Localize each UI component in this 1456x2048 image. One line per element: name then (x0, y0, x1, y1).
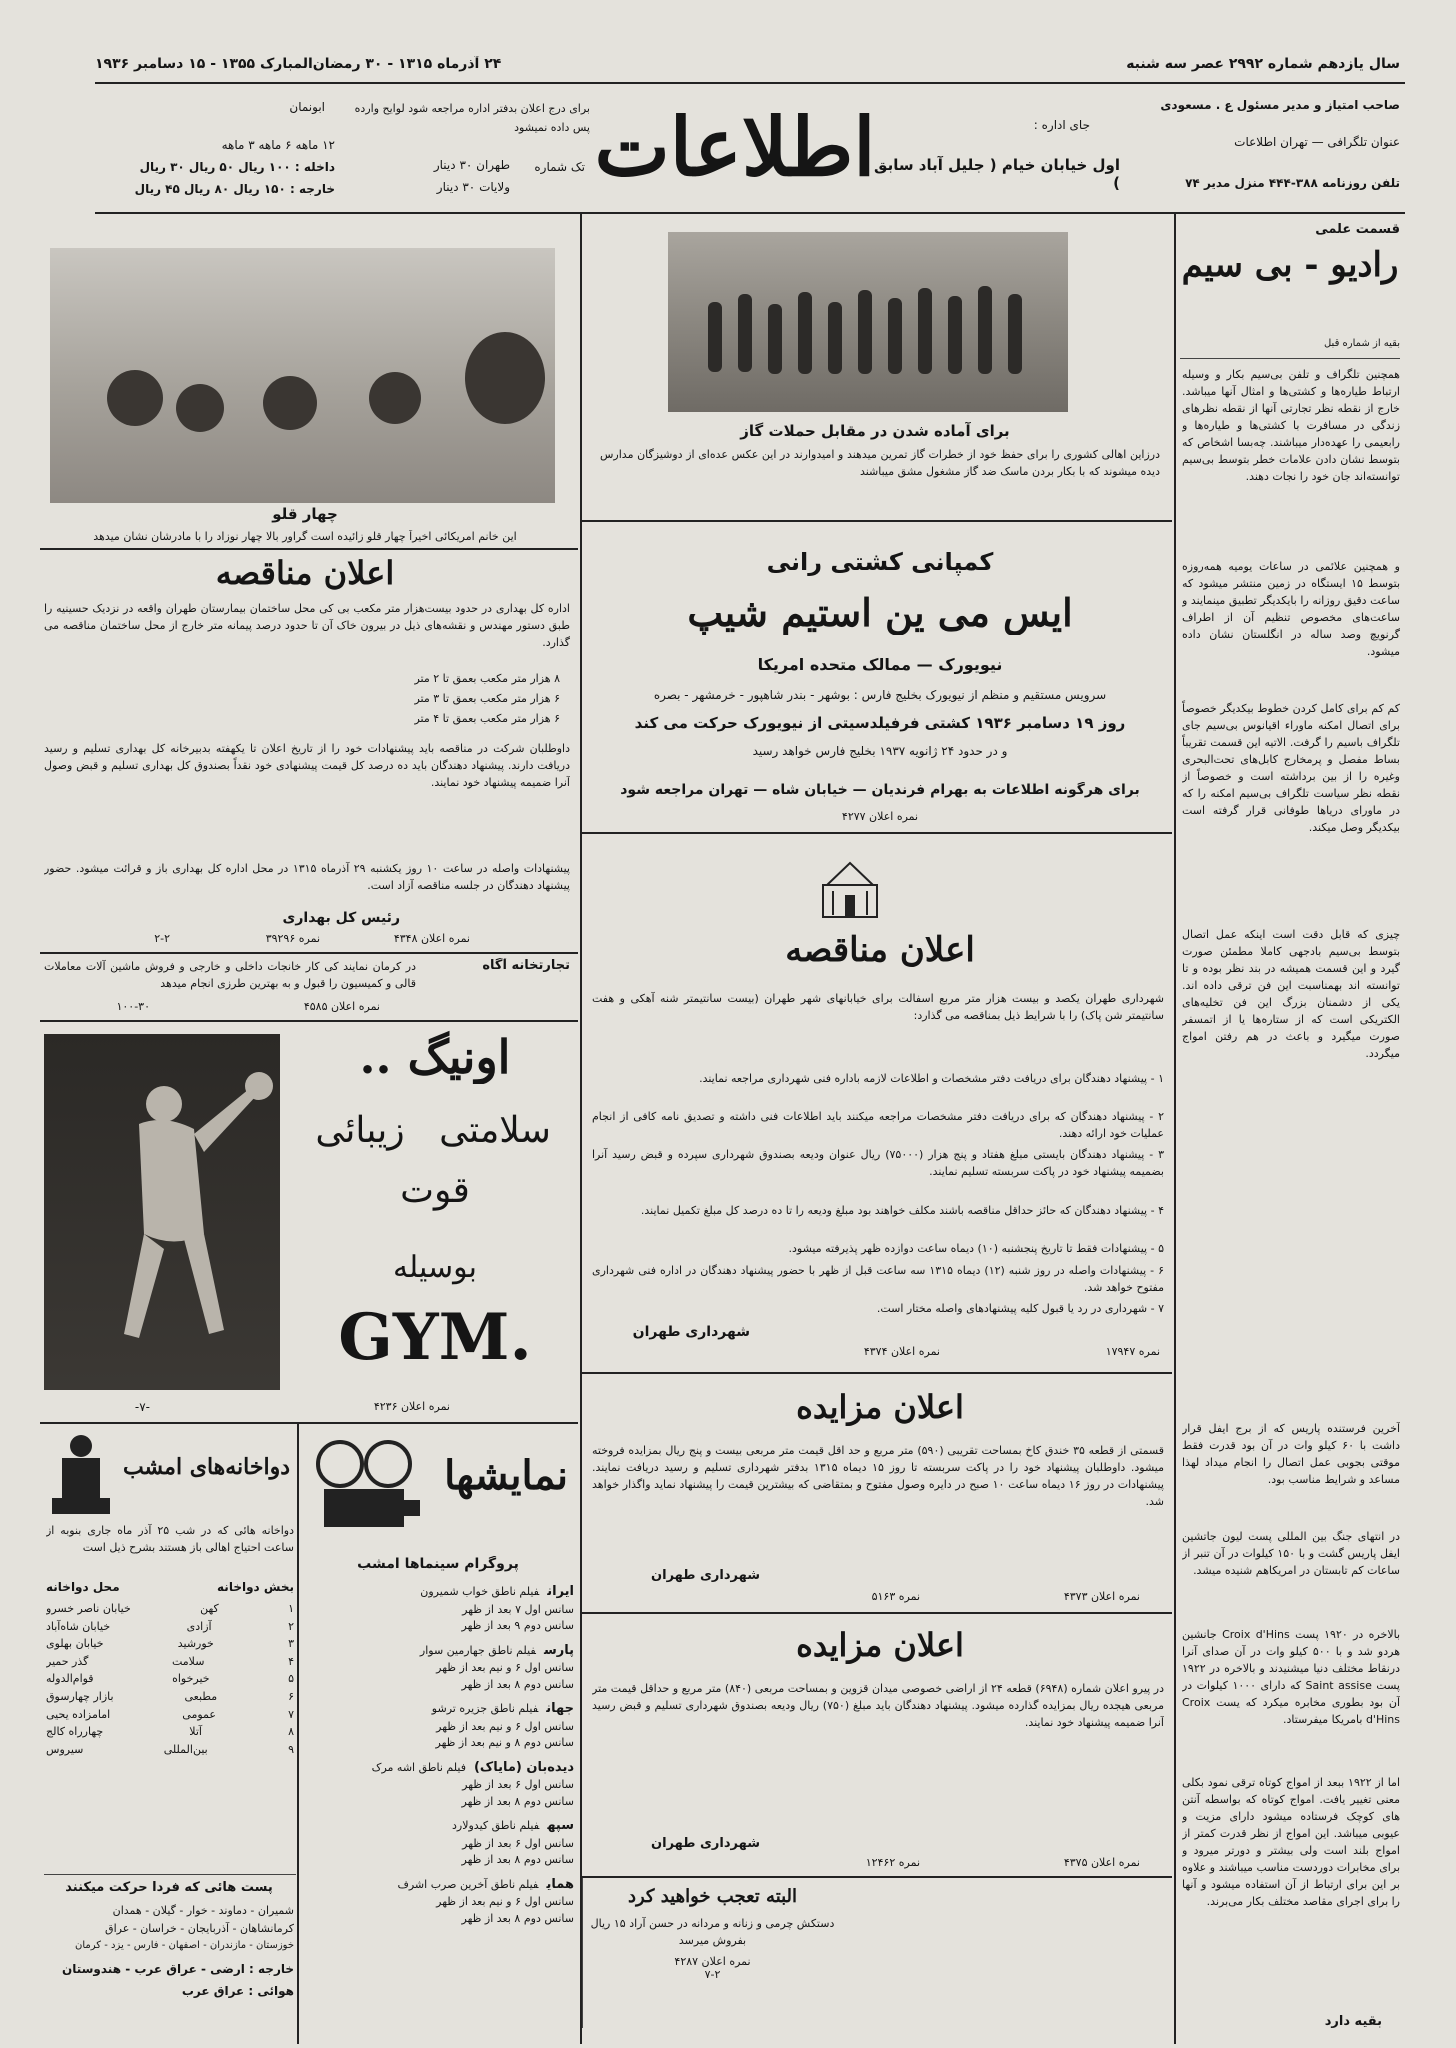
pharmacy-note: دواخانه هائی که در شب ۲۵ آذر ماه جاری بنوبه از ساعت احتیاج اهالی باز هستند بشرح ذیل است (46, 1524, 294, 1555)
discus-statue-image (44, 1034, 280, 1390)
surprise-title: البته تعجب خواهید کرد (627, 1886, 798, 1907)
municipality-emblem-icon (815, 855, 885, 925)
post-line-3: خوزستان - مازندران - اصفهان - فارس - یزد - کرمان (75, 1940, 294, 1951)
pharmacy-row-name: عمومی (182, 1707, 216, 1721)
single-price-label: تک شماره (534, 160, 585, 174)
cinema-item-head (306, 1816, 574, 1836)
tender-left-body-1: اداره کل بهداری در حدود بیست‌هزار متر مکعب بی کی محل ساختمان بیمارستان طهران واقعه در نزدیک حسینیه را طبق دستور مهندس و نقشه‌های ذیل در بیرون خاک آن تا حدود درصد پیمانه متر خارج از محل ساختمان مناقصه می گذارد. (44, 602, 570, 650)
auction-1-ref: نمره ۵۱۶۳ (871, 1590, 920, 1603)
tender-center-clause-6: ۶ - پیشنهادات واصله در روز شنبه (۱۲) دیماه ۱۳۱۵ سه ساعت قبل از ظهر با حضور پیشنهاد دهندگان در اداره فنی شهرداری مفتوح خواهد شد. (592, 1264, 1164, 1295)
cinema-showtime-1: سانس اول ۷ بعد از ظهر (462, 1602, 574, 1616)
pharmacy-row-label: ۲ (288, 1619, 294, 1633)
pharmacy-row-label: ۱ (288, 1602, 294, 1615)
cinema-item-head (306, 1875, 574, 1895)
ovaltine-brand: اونیگ .. (359, 1030, 511, 1084)
shipping-service: سرویس مستقیم و منظم از نیویورک بخلیج فارس : بوشهر - بندر شاهپور - خرمشهر - بصره (653, 688, 1107, 702)
issue-line: سال یازدهم شماره ۲۹۹۲ عصر سه شنبه (1126, 56, 1400, 72)
cinema-showtime-1: سانس اول ۶ و نیم بعد از ظهر (436, 1895, 574, 1908)
cinema-film: فیلم ناطق جزیره ترشو (431, 1702, 539, 1715)
shipping-contact: برای هرگونه اطلاعات به بهرام فرندیان — خیابان شاه — تهران مراجعه شود (620, 782, 1140, 798)
tender-left-signature: رئیس کل بهداری (282, 910, 400, 926)
pharmacy-row-name: آزادی (186, 1619, 212, 1633)
pharmacy-row (46, 1600, 294, 1618)
pharmacy-row-name: مطبعی (184, 1689, 218, 1703)
quadruplets-photo (50, 248, 555, 503)
radio-section: قسمت علمی (1315, 222, 1400, 237)
tender-center-intro: شهرداری طهران یکصد و بیست هزار متر مربع اسفالت برای خیابانهای شهر طهران (بیست سانتیمتر شنه آهکی و هفت سانتیمتر شن پاک) را با شرایط ذیل بمناقصه می گذارد: (592, 992, 1164, 1023)
pharmacy-row-label: ۷ (288, 1707, 294, 1721)
cinema-showtime-2: سانس دوم ۸ و نیم بعد از ظهر (435, 1736, 574, 1749)
pharmacy-row (46, 1723, 294, 1741)
gas-title: برای آماده شدن در مقابل حملات گاز (740, 422, 1010, 440)
cinema-film: فیلم ناطق آخرین صرب اشرف (397, 1877, 539, 1891)
post-line-2: کرمانشاهان - آذربایجان - خراسان - عراق (105, 1922, 294, 1935)
cinema-item-head (306, 1582, 574, 1602)
cinema-list (306, 1582, 574, 2042)
pharmacy-row (46, 1706, 294, 1724)
masthead: اطلاعات (594, 100, 876, 194)
pharmacy-row-label: ۸ (288, 1725, 294, 1739)
ovaltine-word-health: سلامتی (439, 1110, 551, 1151)
cinema-item (306, 1699, 574, 1752)
projector-icon (304, 1434, 424, 1544)
gas-rule (582, 520, 1172, 522)
tender-center-clause-7: ۷ - شهرداری در رد یا قبول کلیه پیشنهادهای واصله مختار است. (876, 1302, 1164, 1315)
tender-left-ref: نمره ۳۹۲۹۶ (265, 932, 320, 945)
radio-body-3: کم کم برای کامل کردن خطوط بیکدیگر خصوصاً برای اتصال امکنه ماوراء اقیانوس بی‌سیم جای تلگراف باسیم را گرفت. الاتیه این قسمت تقریباً بساط مفصل و پرمخارج کابل‌های تحت‌البحری وغیره را از بین برداشته است و خصوصاً از نقطه نظر سیاست تلگراف بی‌سیم امکنه را که در ماورای دریاها طوفانی قرار گرفته است بیکدیگر وصل میکند. (1182, 702, 1400, 835)
cinema-title: نمایشها (444, 1452, 568, 1499)
tender-left-item-1: ۸ هزار متر مکعب بعمق تا ۲ متر (414, 672, 560, 685)
domestic-prices: داخله : ۱۰۰ ریال ۵۰ ریال ۳۰ ریال (139, 160, 335, 174)
post-title: پست هائی که فردا حرکت میکنند (65, 1880, 273, 1895)
tender-left-item-3: ۶ هزار متر مکعب بعمق تا ۴ متر (414, 712, 560, 725)
cinema-showtime-2: سانس دوم ۸ بعد از ظهر (461, 1911, 574, 1925)
auction-1-title: اعلان مزایده (796, 1388, 964, 1426)
cinema-film: فیلم ناطق جهارمین سوار (419, 1643, 536, 1657)
shipping-name: ایس می ین استیم شیپ (687, 590, 1073, 635)
column-rule-left (580, 214, 582, 2044)
tender-center-clause-1: ۱ - پیشنهاد دهندگان برای دریافت دفتر مشخصات و اطلاعات لازمه باداره فنی شهرداری مراجعه نمایند. (699, 1072, 1164, 1085)
radio-divider (1180, 358, 1400, 359)
single-price-tehran: طهران ۳۰ دینار (433, 158, 510, 172)
pharmacy-row-area: چهارراه کالج (46, 1725, 104, 1739)
tender-center-clause-3: ۳ - پیشنهاد دهندگان بایستی مبلغ هفتاد و پنج هزار (۷۵۰۰۰) ریال عنوان ودیعه بصندوق شهرداری سپرده و قبض رسید آنرا بضمیمه پیشنهاد خود در پاکت سربسته تسلیم نمایند. (592, 1148, 1164, 1179)
auction-2-body: در پیرو اعلان شماره (۶۹۴۸) قطعه ۲۴ از اراضی خصوصی میدان قزوین و بمساحت مربعی (۸۴۰) متر مربع و حداقل قیمت متر مربعی هیجده ریال بمزایده گذارده میشود. پیشنهاد دهندگان باید مبلغ (۷۵۰) ریال ودیعه بصندوق شهرداری تسلیم و قبض رسید آنرا ضمیمه پیشنهاد خود نمایند. (592, 1682, 1164, 1730)
shipping-departure: روز ۱۹ دسامبر ۱۹۳۶ کشتی فرفیلدسیتی از نیویورک حرکت می کند (634, 714, 1126, 732)
trade-body: در کرمان نمایند کی کار خانجات داخلی و خارجی و فروش ماشین آلات معاملات قالی و کمیسیون را قبول و به بهترین طرزی انجام میدهد (44, 960, 416, 991)
tender-left-body-2: داوطلبان شرکت در مناقصه باید پیشنهادات خود را از تاریخ اعلان تا یکهفته بدبیرخانه کل بهداری تسلیم و رسید دریافت دارند. پیشنهاد دهندگان باید ده درصد کل قیمت پیشنهادی خود نقداً بصندوق کل بهداری تسلیم و قبض وصول آنرا ضمیمه پیشنهاد خود نمایند. (44, 742, 570, 790)
gas-caption: درزاین اهالی کشوری را برای حفظ خود از خطرات گاز تمرین میدهند و امیدوارند در این عکس عده‌ای از دوشیزگان مدارس دیده میشوند که با بکار بردن ماسک ضد گاز مشغول مشق میباشند (600, 448, 1160, 479)
subscription-periods: ۱۲ ماهه ۶ ماهه ۳ ماهه (221, 138, 335, 152)
quads-title: چهار قلو (272, 505, 338, 523)
column-rule-right (1174, 214, 1176, 2044)
trade-title: تجارتخانه آگاه (482, 958, 570, 973)
lower-left-split (297, 1424, 299, 2044)
pharmacy-row-label: ۴ (288, 1654, 294, 1668)
cinema-item (306, 1758, 574, 1811)
ovaltine-word-beauty: زیبائی (315, 1110, 405, 1151)
cinema-name: ایران (547, 1584, 574, 1599)
office-label: جای اداره : (1033, 118, 1090, 132)
pharmacy-col-place: محل دواخانه (46, 1580, 120, 1594)
tender-center-clause-2: ۲ - پیشنهاد دهندگان که برای دریافت دفتر مشخصات مراجعه میکنند باید اطلاعات فنی داشته و تصدیق نامه کافی از انجام عملیات خود ارائه دهند. (592, 1110, 1164, 1141)
pharmacy-row (46, 1653, 294, 1671)
header-rule-top (95, 82, 1405, 84)
trade-rule (40, 1020, 578, 1022)
tender-center-ad-number: نمره اعلان ۴۳۷۴ (863, 1345, 940, 1358)
surprise-box (582, 1878, 842, 2028)
cinema-item (306, 1641, 574, 1694)
auction-1-body: قسمتی از قطعه ۳۵ خندق کاخ بمساحت تقریبی (۵۹۰) متر مربع و حد اقل قیمت متر مربعی بیست و پنج ریال بمزایده فروخته میشود. داوطلبان پیشنهاد خود را در پاکت سربسته تا روز ۱۵ دیماه ۱۳۱۵ بدفتر شهرداری تسلیم و رسید دریافت نمایند. پیشنهادات در روز ۱۶ دیماه ساعت ۱۰ صبح در دایره وصول مفتوح و بمتقاضی که بیشترین قیمت را پیشنهاد نماید واگذار خواهد شد. (592, 1444, 1164, 1509)
shipping-arrival: و در حدود ۲۴ ژانویه ۱۹۳۷ بخلیج فارس خواهد رسید (752, 744, 1008, 758)
pharmacy-row-area: گذر حمیر (46, 1654, 89, 1668)
cinema-name: دیده‌بان (مایاک) (473, 1759, 574, 1775)
cinema-showtime-2: سانس دوم ۸ بعد از ظهر (461, 1677, 574, 1691)
pharmacy-row-area: خیابان بهلوی (46, 1637, 104, 1651)
pharmacy-rule (44, 1874, 296, 1875)
auction-1-ad-number: نمره اعلان ۴۳۷۳ (1063, 1590, 1140, 1603)
radio-title: رادیو - بی سیم (1181, 245, 1399, 285)
quads-caption: این خانم امریکائی اخیراً چهار قلو زائیده است گراور بالا چهار نوزاد را با مادرشان نشان میدهد (93, 530, 517, 543)
shipping-rule (582, 832, 1172, 834)
tender-center-clause-5: ۵ - پیشنهادات فقط تا تاریخ پنجشنبه (۱۰) دیماه ساعت دوازده ظهر پذیرفته میشود. (788, 1242, 1164, 1255)
cinema-showtime-2: سانس دوم ۸ بعد از ظهر (461, 1794, 574, 1808)
radio-subtitle: بقیه از شماره قبل (1323, 338, 1400, 349)
surprise-pages: ۷-۲ (704, 1968, 721, 1982)
gas-drill-figures (668, 232, 1068, 412)
radio-body-8: اما از ۱۹۲۲ ببعد از امواج کوتاه ترقی نمود بکلی معنی تغییر یافت. امواج کوتاه که بواسطه آنتن های کوچک فرستاده میشود دارای مزیت و عیوبی میباشد. این امواج از نظر قدرت کمتر از امواج بلند است ولی بیشتر و دورتر میرود و برای مخابرات دوردست مناسب میباشند و علاوه بر این برای ارتباط از آن استفاده میشود و آنها را برای اجرای مقاصد مختلف بکار می‌برند. (1182, 1776, 1400, 1909)
pharmacy-row-label: ۳ (288, 1637, 294, 1651)
gas-drill-photo (668, 232, 1068, 412)
ovaltine-ad-number: نمره اعلان ۴۲۳۶ (373, 1400, 450, 1413)
cinema-showtime-1: سانس اول ۶ و نیم بعد از ظهر (436, 1661, 574, 1674)
pharmacy-row-name: بین‌المللی (163, 1742, 208, 1756)
pharmacy-row-name: خیرخواه (172, 1672, 210, 1686)
pharmacy-row (46, 1618, 294, 1636)
owner-line: صاحب امتیاز و مدیر مسئول ع . مسعودی (1160, 98, 1400, 112)
tender-center-rule (582, 1372, 1172, 1374)
shipping-route: نیویورک — ممالک متحده امریکا (757, 655, 1003, 674)
pharmacy-row (46, 1741, 294, 1759)
office-address: اول خیابان خیام ( جلیل آباد سابق ) (874, 156, 1120, 192)
post-line-1: شمیران - دماوند - خوار - گیلان - همدان (112, 1904, 294, 1917)
radio-body-1: همچنین تلگراف و تلفن بی‌سیم بکار و وسیله ارتباط طیاره‌ها و کشتی‌ها و امثال آنها میباشد. خارج از نقطه نظر تجارتی آنها از نقطه نظرهای زندگی در مسافرت با کشتی‌ها و طیاره‌ها و رابعیمی را عهده‌دار میباشند. چه‌بسا اشخاص که بتوسط نشان دادن علامات خطر بتوسط بی‌سیم توانسته‌اند جان خود را نجات دهند. (1182, 368, 1400, 484)
date-line: ۲۴ آذرماه ۱۳۱۵ - ۳۰ رمضان‌المبارک ۱۳۵۵ - ۱۵ دسامبر ۱۹۳۶ (95, 56, 502, 72)
shipping-ad-number: نمره اعلان ۴۲۷۷ (841, 810, 919, 823)
cinema-film: فیلم ناطق خواب شمیرون (420, 1585, 540, 1598)
tender-left-pages: ۲-۲ (154, 932, 170, 945)
cinema-item (306, 1582, 574, 1635)
cinema-film: فیلم ناطق اشه مرک (371, 1760, 466, 1774)
ovaltine-by: بوسیله (392, 1250, 478, 1285)
tender-left-rule (40, 952, 578, 954)
pharmacy-row-label: ۹ (288, 1742, 294, 1756)
trade-pages: ۱۰۰-۳۰ (116, 1000, 150, 1013)
radio-body-2: و همچنین علائمی در ساعات یومیه همه‌روزه بتوسط ۱۵ ایستگاه در زمین منتشر میشود که ساعت دقیق روزانه را بایکدیگر تطبیق مینمایند و ساعت‌های مخصوص تنظیم آن از اطراف گرنویچ وصد ساله در انگلستان نشان داده میشود. (1182, 560, 1400, 659)
pharmacy-row-name: خورشید (177, 1637, 214, 1651)
ovaltine-product: GYM. (338, 1300, 532, 1375)
cinema-film: فیلم ناطق کیدولارد (452, 1819, 540, 1832)
foreign-prices: خارجه : ۱۵۰ ریال ۸۰ ریال ۴۵ ریال (134, 182, 335, 196)
radio-body-4: چیزی که قابل دقت است اینکه عمل اتصال بتوسط بی‌سیم بادجهی کاملا مطمئن صورت گیرد و این قسمت همیشه در بند نظر بوده و تا توانسته اند بهمناسبت این فن ترقی داده اند. یکی از دشمنان بزرگ این فن تخلیه‌های الکتریکی است که از ستاره‌ها یا از اتمسفر صورت میگیرد و باعث در هم رفتن امواج میگردد. (1182, 928, 1400, 1061)
pharmacy-row-area: خیابان ناصر خسرو (46, 1602, 131, 1615)
tender-left-title: اعلان مناقصه (215, 554, 395, 592)
surprise-body: دستکش چرمی و زنانه و مردانه در حسن آراد ۱۵ ریال بفروش میرسد (590, 1917, 835, 1948)
pharmacy-row-label: ۶ (288, 1689, 294, 1703)
cinema-item-head (306, 1641, 574, 1661)
auction-2-ref: نمره ۱۲۴۶۲ (865, 1856, 920, 1869)
cinema-showtime-2: سانس دوم ۹ بعد از ظهر (461, 1619, 574, 1632)
pharmacy-row-area: بازار چهارسوق (46, 1689, 114, 1703)
cinema-name: همای (546, 1876, 574, 1892)
radio-body-5: آخرین فرستنده پاریس که از برج ایفل قرار داشت با ۶۰ کیلو وات در آن بود قدرت فقط موقتی بجوبی عمل اتصال را انجام میداد لهذا مساعد و شرایط مناسب بود. (1182, 1422, 1400, 1487)
cinema-name: پارس (543, 1642, 574, 1658)
phone-line: تلفن روزنامه ۳۸۸-۴۴۴ منزل مدیر ۷۴ (1185, 176, 1400, 190)
pharmacy-row (46, 1635, 294, 1653)
cinema-name: جهان (546, 1701, 574, 1716)
cinema-showtime-1: سانس اول ۶ بعد از ظهر (462, 1778, 574, 1791)
statue-figure (44, 1034, 280, 1390)
auction-2-signature: شهرداری طهران (651, 1836, 760, 1851)
cinema-program: پروگرام سینماها امشب (357, 1556, 519, 1572)
quadruplets-figures (50, 248, 555, 503)
cinema-showtime-2: سانس دوم ۸ بعد از ظهر (461, 1853, 574, 1866)
pharmacy-row-area: امامزاده یحیی (46, 1707, 111, 1721)
pharmacy-row-area: خیابان شاه‌آباد (46, 1619, 111, 1633)
pharmacist-icon (46, 1432, 116, 1516)
tender-left-ad-number: نمره اعلان ۴۳۴۸ (393, 932, 470, 945)
tender-center-signature: شهرداری طهران (632, 1324, 750, 1340)
post-foreign: خارجه : ارضی - عراق عرب - هندوستان (61, 1962, 294, 1976)
trade-ad-number: نمره اعلان ۴۵۸۵ (303, 1000, 380, 1013)
cinema-item-head (306, 1758, 574, 1778)
pharmacy-row-label: ۵ (288, 1672, 294, 1686)
pharmacy-row-name: کهن (200, 1602, 219, 1615)
cinema-showtime-1: سانس اول ۶ بعد از ظهر (462, 1836, 574, 1850)
tender-left-item-2: ۶ هزار متر مکعب بعمق تا ۳ متر (414, 692, 560, 705)
cinema-item (306, 1816, 574, 1869)
ads-note: برای درج اعلان بدفتر اداره مراجعه شود لوایح وارده پس داده نمیشود (354, 102, 590, 134)
cinema-item (306, 1875, 574, 1928)
auction-2-ad-number: نمره اعلان ۴۳۷۵ (1063, 1856, 1140, 1869)
shipping-company: کمپانی کشتی رانی (766, 548, 994, 576)
pharmacy-row-name: سلامت (171, 1654, 205, 1668)
tender-center-ref: نمره ۱۷۹۴۷ (1105, 1345, 1160, 1358)
auction-1-signature: شهرداری طهران (651, 1568, 760, 1583)
pharmacy-row-name: آتلا (189, 1725, 202, 1739)
ovaltine-rule (40, 1422, 578, 1424)
cinema-name: سپه (547, 1818, 574, 1833)
radio-body-7: بالاخره در ۱۹۲۰ پست Croix d'Hins جانشین هردو شد و با ۵۰۰ کیلو وات در آن صدای آنرا درنقاط مختلف دنیا میشنیدند و بالاخره در ۱۹۲۲ پست Saint assise که دارای ۱۰۰۰ کیلوات در آن بود بطوری مخابره میکرد که یست Croix d'Hins بامریکا میفرستاد. (1182, 1628, 1400, 1727)
pharmacy-row (46, 1670, 294, 1688)
radio-body-6: در انتهای جنگ بین المللی پست لیون جاتشین ایفل پاریس گشت و با ۱۵۰ کیلوات در آن تنبر از ساعات کم تابستان در امریکاهم شنیده میشد. (1182, 1530, 1400, 1578)
header-rule-bottom (95, 212, 1405, 214)
pharmacy-header (44, 1430, 294, 1518)
ovaltine-page: -۷- (134, 1400, 150, 1414)
cinema-showtime-1: سانس اول ۶ و نیم بعد از ظهر (436, 1719, 574, 1733)
pharmacy-row (46, 1688, 294, 1706)
cinema-header (300, 1430, 576, 1548)
telegraph-line: عنوان تلگرافی — تهران اطلاعات (1234, 135, 1400, 149)
surprise-ad-number: نمره اعلان ۴۲۸۷ (674, 1955, 751, 1969)
tender-left-body-3: پیشنهادات واصله در ساعت ۱۰ روز یکشنبه ۲۹ آذرماه ۱۳۱۵ در محل اداره کل بهداری باز و قرائت میشود. حضور پیشنهاد دهندگان در جلسه مناقصه آزاد است. (44, 862, 570, 893)
pharmacy-list (46, 1600, 294, 1836)
single-price-provinces: ولایات ۳۰ دینار (436, 180, 510, 194)
subscription-label: ابونمان (289, 100, 325, 114)
radio-continued: بقیه دارد (1324, 2014, 1382, 2029)
ovaltine-word-strength: قوت (400, 1170, 470, 1211)
pharmacy-title: دواخانه‌های امشب (122, 1454, 290, 1480)
tender-center-clause-4: ۴ - پیشنهاد دهندگان که حائز حداقل مناقصه باشند مکلف خواهند بود مبلغ ودیعه را تا ده درصد کل مبلغ تکمیل نمایند. (640, 1204, 1164, 1217)
post-air: هوائی : عراق عرب (181, 1984, 294, 1998)
pharmacy-table-header (46, 1578, 294, 1597)
tender-center-title: اعلان مناقصه (785, 930, 975, 970)
quads-rule (40, 548, 578, 550)
pharmacy-row-area: قوام‌الدوله (46, 1672, 94, 1686)
pharmacy-col-area: بخش دواخانه (217, 1580, 294, 1594)
auction-1-rule (582, 1612, 1172, 1614)
auction-2-title: اعلان مزایده (796, 1626, 964, 1664)
pharmacy-row-area: سیروس (46, 1742, 84, 1756)
cinema-item-head (306, 1699, 574, 1719)
